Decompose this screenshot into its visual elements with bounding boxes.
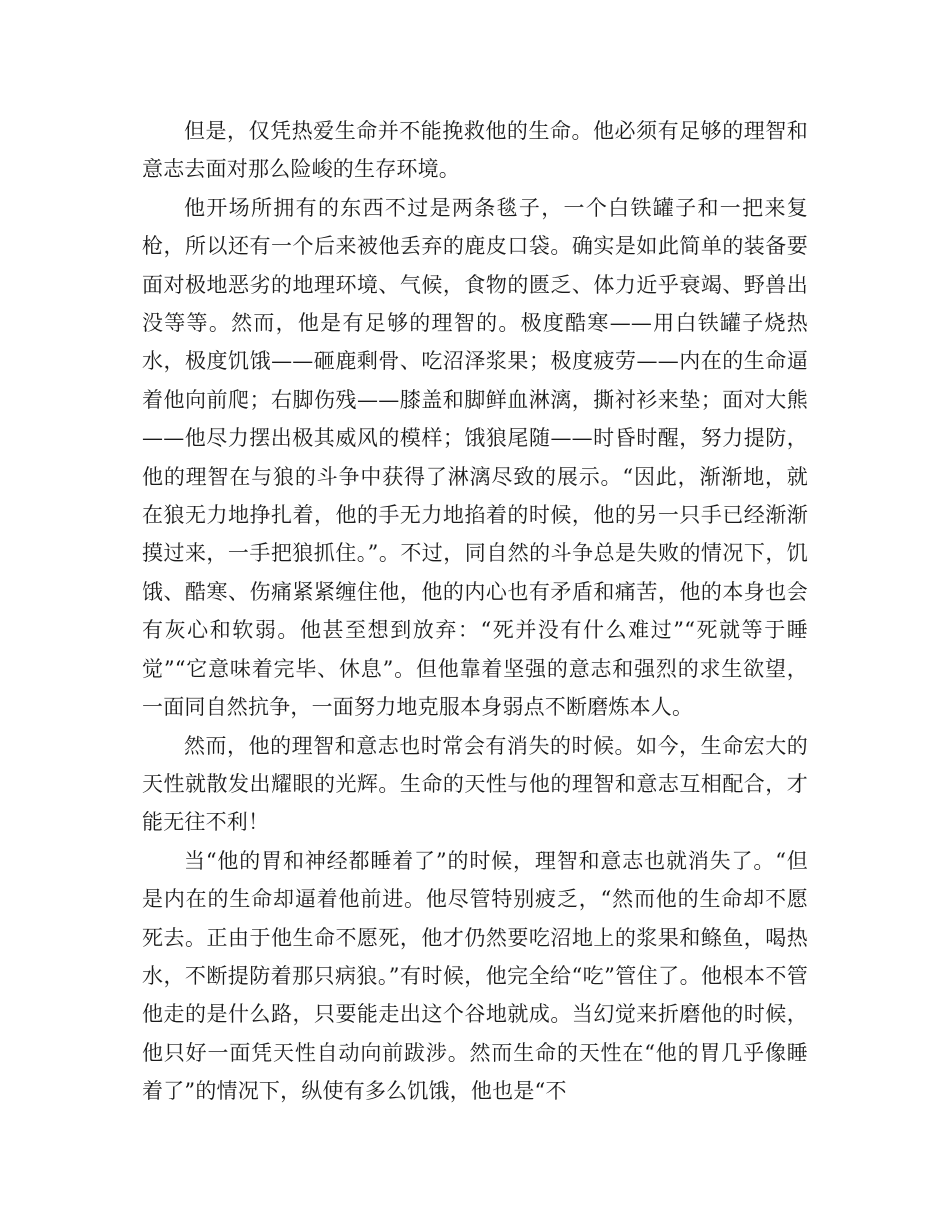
essay-body — [142, 112, 808, 1111]
paragraph: 但是，仅凭热爱生命并不能挽救他的生命。他必须有足够的理智和意志去面对那么险峻的生存环境。 — [142, 119, 808, 182]
paragraph: 然而，他的理智和意志也时常会有消失的时候。如今，生命宏大的天性就散发出耀眼的光辉。生命的天性与他的理智和意志互相配合，才能无往不利！ — [142, 733, 808, 835]
paragraph: 他开场所拥有的东西不过是两条毯子，一个白铁罐子和一把来复枪，所以还有一个后来被他丢弃的鹿皮口袋。确实是如此简单的装备要面对极地恶劣的地理环境、气候，食物的匮乏、体力近乎衰竭、野兽出没等等。然而，他是有足够的理智的。极度酷寒——用白铁罐子烧热水，极度饥饿——砸鹿剩骨、吃沼泽浆果；极度疲劳——内在的生命逼着他向前爬；右脚伤残——膝盖和脚鲜血淋漓，撕衬衫来垫；面对大熊——他尽力摆出极其威风的模样；饿狼尾随——时昏时醒，努力提防，他的理智在与狼的斗争中获得了淋漓尽致的展示。“因此，渐渐地，就在狼无力地挣扎着，他的手无力地掐着的时候，他的另一只手已经渐渐摸过来，一手把狼抓住。”。不过，同自然的斗争总是失败的情况下，饥饿、酷寒、伤痛紧紧缠住他，他的内心也有矛盾和痛苦，他的本身也会有灰心和软弱。他甚至想到放弃：“死并没有什么难过”“死就等于睡觉”“它意味着完毕、休息”。但他靠着坚强的意志和强烈的求生欲望，一面同自然抗争，一面努力地克服本身弱点不断磨炼本人。 — [142, 195, 808, 720]
paragraph: 当“他的胃和神经都睡着了”的时候，理智和意志也就消失了。“但是内在的生命却逼着他前进。他尽管特别疲乏，“然而他的生命却不愿死去。正由于他生命不愿死，他才仍然要吃沼地上的浆果和鲦鱼，喝热水，不断提防着那只病狼。”有时候，他完全给“吃”管住了。他根本不管他走的是什么路，只要能走出这个谷地就成。当幻觉来折磨他的时候，他只好一面凭天性自动向前跋涉。然而生命的天性在“他的胃几乎像睡着了”的情况下，纵使有多么饥饿，他也是“不 — [142, 848, 808, 1104]
